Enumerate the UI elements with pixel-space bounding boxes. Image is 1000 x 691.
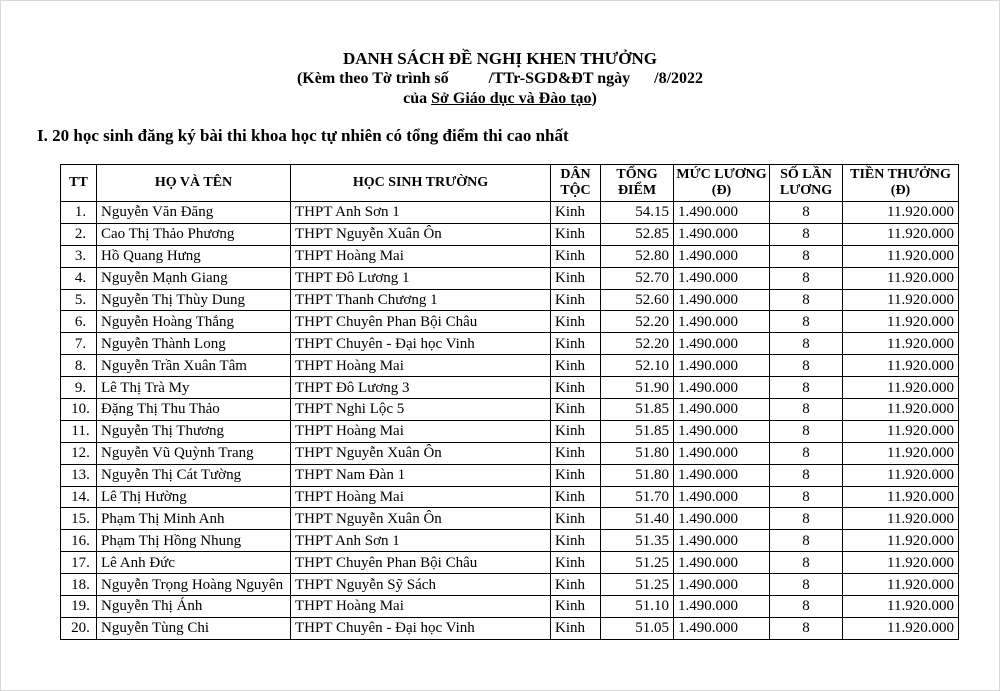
cell-reward: 11.920.000 [843,355,959,377]
cell-reward: 11.920.000 [843,333,959,355]
cell-name: Nguyễn Trọng Hoàng Nguyên [97,574,291,596]
header-salary: MỨC LƯƠNG (Đ) [674,165,770,202]
cell-name: Nguyễn Tùng Chi [97,617,291,639]
cell-times: 8 [770,223,843,245]
cell-score: 54.15 [601,202,674,224]
cell-school: THPT Chuyên - Đại học Vinh [291,333,551,355]
cell-reward: 11.920.000 [843,486,959,508]
subtitle-2-prefix: của [403,90,432,107]
cell-school: THPT Nguyễn Xuân Ôn [291,223,551,245]
cell-times: 8 [770,289,843,311]
section-heading: I. 20 học sinh đăng ký bài thi khoa học tự nhiên có tổng điểm thi cao nhất [37,126,569,145]
table-row [61,377,959,399]
table-row [61,267,959,289]
cell-times: 8 [770,442,843,464]
cell-tt: 18. [61,574,97,596]
cell-school: THPT Chuyên - Đại học Vinh [291,617,551,639]
cell-salary: 1.490.000 [674,267,770,289]
table-header-row [61,165,959,202]
cell-salary: 1.490.000 [674,333,770,355]
table-row [61,223,959,245]
cell-name: Nguyễn Thành Long [97,333,291,355]
cell-salary: 1.490.000 [674,508,770,530]
reward-table [60,164,959,640]
cell-times: 8 [770,311,843,333]
cell-tt: 3. [61,245,97,267]
document-subtitle: (Kèm theo Tờ trình số /TTr-SGD&ĐT ngày /8/2022 [296,70,704,87]
cell-reward: 11.920.000 [843,442,959,464]
table-row [61,399,959,421]
table-row [61,508,959,530]
cell-times: 8 [770,267,843,289]
cell-score: 51.85 [601,399,674,421]
cell-times: 8 [770,399,843,421]
cell-ethnicity: Kinh [551,508,601,530]
cell-score: 51.25 [601,574,674,596]
cell-ethnicity: Kinh [551,530,601,552]
cell-school: THPT Hoàng Mai [291,596,551,618]
cell-tt: 11. [61,420,97,442]
cell-school: THPT Nguyễn Xuân Ôn [291,442,551,464]
cell-school: THPT Anh Sơn 1 [291,202,551,224]
cell-name: Phạm Thị Hồng Nhung [97,530,291,552]
subtitle-2-suffix: ) [591,90,597,107]
cell-salary: 1.490.000 [674,245,770,267]
cell-tt: 19. [61,596,97,618]
cell-reward: 11.920.000 [843,596,959,618]
cell-school: THPT Hoàng Mai [291,420,551,442]
cell-score: 52.80 [601,245,674,267]
cell-salary: 1.490.000 [674,464,770,486]
header-school: HỌC SINH TRƯỜNG [291,165,551,202]
header-score: TỔNG ĐIỂM [601,165,674,202]
cell-tt: 2. [61,223,97,245]
cell-reward: 11.920.000 [843,574,959,596]
cell-score: 52.60 [601,289,674,311]
table-row [61,311,959,333]
cell-reward: 11.920.000 [843,530,959,552]
cell-reward: 11.920.000 [843,399,959,421]
cell-name: Nguyễn Mạnh Giang [97,267,291,289]
table-row [61,574,959,596]
cell-tt: 5. [61,289,97,311]
cell-salary: 1.490.000 [674,377,770,399]
cell-ethnicity: Kinh [551,399,601,421]
cell-school: THPT Chuyên Phan Bội Châu [291,311,551,333]
cell-name: Nguyễn Vũ Quỳnh Trang [97,442,291,464]
cell-ethnicity: Kinh [551,486,601,508]
cell-times: 8 [770,377,843,399]
cell-reward: 11.920.000 [843,420,959,442]
cell-tt: 17. [61,552,97,574]
cell-score: 51.85 [601,420,674,442]
table-row [61,245,959,267]
table-row [61,420,959,442]
cell-reward: 11.920.000 [843,245,959,267]
cell-name: Lê Anh Đức [97,552,291,574]
cell-reward: 11.920.000 [843,267,959,289]
cell-ethnicity: Kinh [551,333,601,355]
cell-ethnicity: Kinh [551,311,601,333]
table-row [61,530,959,552]
table-row [61,289,959,311]
cell-salary: 1.490.000 [674,223,770,245]
cell-tt: 20. [61,617,97,639]
cell-score: 52.20 [601,311,674,333]
cell-tt: 13. [61,464,97,486]
cell-times: 8 [770,530,843,552]
cell-salary: 1.490.000 [674,552,770,574]
cell-school: THPT Hoàng Mai [291,486,551,508]
cell-salary: 1.490.000 [674,420,770,442]
cell-name: Lê Thị Hường [97,486,291,508]
header-ethnicity: DÂN TỘC [551,165,601,202]
cell-salary: 1.490.000 [674,202,770,224]
cell-times: 8 [770,333,843,355]
cell-tt: 1. [61,202,97,224]
cell-tt: 7. [61,333,97,355]
cell-name: Hồ Quang Hưng [97,245,291,267]
cell-reward: 11.920.000 [843,223,959,245]
cell-ethnicity: Kinh [551,267,601,289]
cell-times: 8 [770,574,843,596]
table-row [61,464,959,486]
table-row [61,202,959,224]
cell-ethnicity: Kinh [551,574,601,596]
table-row [61,486,959,508]
cell-score: 51.70 [601,486,674,508]
cell-tt: 12. [61,442,97,464]
cell-score: 51.10 [601,596,674,618]
cell-reward: 11.920.000 [843,311,959,333]
cell-school: THPT Đô Lương 1 [291,267,551,289]
cell-ethnicity: Kinh [551,596,601,618]
subtitle-2-organization: Sở Giáo dục và Đào tạo [431,90,592,107]
cell-ethnicity: Kinh [551,442,601,464]
cell-times: 8 [770,617,843,639]
table-body [61,202,959,640]
cell-reward: 11.920.000 [843,464,959,486]
cell-school: THPT Nghi Lộc 5 [291,399,551,421]
cell-tt: 10. [61,399,97,421]
cell-reward: 11.920.000 [843,552,959,574]
cell-times: 8 [770,420,843,442]
cell-score: 51.35 [601,530,674,552]
cell-score: 51.80 [601,464,674,486]
document-subtitle-2 [0,90,1000,108]
document-title: DANH SÁCH ĐỀ NGHỊ KHEN THƯỞNG [342,49,658,68]
cell-tt: 14. [61,486,97,508]
cell-name: Cao Thị Thảo Phương [97,223,291,245]
cell-salary: 1.490.000 [674,399,770,421]
cell-reward: 11.920.000 [843,508,959,530]
cell-tt: 4. [61,267,97,289]
cell-ethnicity: Kinh [551,617,601,639]
cell-name: Nguyễn Thị Thương [97,420,291,442]
cell-salary: 1.490.000 [674,311,770,333]
cell-times: 8 [770,245,843,267]
cell-ethnicity: Kinh [551,464,601,486]
cell-salary: 1.490.000 [674,617,770,639]
cell-school: THPT Đô Lương 3 [291,377,551,399]
cell-times: 8 [770,596,843,618]
cell-reward: 11.920.000 [843,617,959,639]
cell-ethnicity: Kinh [551,552,601,574]
cell-name: Nguyễn Trần Xuân Tâm [97,355,291,377]
cell-score: 51.25 [601,552,674,574]
cell-school: THPT Nguyễn Sỹ Sách [291,574,551,596]
cell-school: THPT Hoàng Mai [291,355,551,377]
cell-times: 8 [770,464,843,486]
cell-school: THPT Thanh Chương 1 [291,289,551,311]
cell-school: THPT Nam Đàn 1 [291,464,551,486]
cell-reward: 11.920.000 [843,202,959,224]
cell-ethnicity: Kinh [551,223,601,245]
cell-salary: 1.490.000 [674,355,770,377]
cell-ethnicity: Kinh [551,420,601,442]
cell-reward: 11.920.000 [843,377,959,399]
cell-school: THPT Hoàng Mai [291,245,551,267]
cell-salary: 1.490.000 [674,289,770,311]
table-row [61,355,959,377]
cell-tt: 9. [61,377,97,399]
header-reward: TIỀN THƯỞNG (Đ) [843,165,959,202]
cell-tt: 6. [61,311,97,333]
cell-school: THPT Chuyên Phan Bội Châu [291,552,551,574]
header-name: HỌ VÀ TÊN [97,165,291,202]
cell-score: 52.10 [601,355,674,377]
cell-name: Nguyễn Hoàng Thắng [97,311,291,333]
cell-school: THPT Nguyễn Xuân Ôn [291,508,551,530]
cell-times: 8 [770,552,843,574]
cell-salary: 1.490.000 [674,486,770,508]
cell-reward: 11.920.000 [843,289,959,311]
cell-score: 51.90 [601,377,674,399]
cell-score: 52.70 [601,267,674,289]
header-times: SỐ LẦN LƯƠNG [770,165,843,202]
cell-times: 8 [770,202,843,224]
cell-school: THPT Anh Sơn 1 [291,530,551,552]
cell-salary: 1.490.000 [674,574,770,596]
cell-ethnicity: Kinh [551,202,601,224]
cell-name: Đặng Thị Thu Thảo [97,399,291,421]
cell-salary: 1.490.000 [674,530,770,552]
table-row [61,617,959,639]
cell-name: Nguyễn Văn Đăng [97,202,291,224]
cell-times: 8 [770,508,843,530]
cell-score: 51.80 [601,442,674,464]
cell-tt: 15. [61,508,97,530]
cell-tt: 16. [61,530,97,552]
cell-name: Lê Thị Trà My [97,377,291,399]
table-row [61,333,959,355]
table-row [61,442,959,464]
header-tt: TT [61,165,97,202]
table-row [61,552,959,574]
cell-times: 8 [770,486,843,508]
cell-score: 51.05 [601,617,674,639]
cell-name: Phạm Thị Minh Anh [97,508,291,530]
cell-times: 8 [770,355,843,377]
cell-salary: 1.490.000 [674,596,770,618]
cell-ethnicity: Kinh [551,377,601,399]
cell-ethnicity: Kinh [551,245,601,267]
table-row [61,596,959,618]
cell-ethnicity: Kinh [551,289,601,311]
cell-tt: 8. [61,355,97,377]
cell-score: 52.85 [601,223,674,245]
cell-name: Nguyễn Thị Thùy Dung [97,289,291,311]
cell-name: Nguyễn Thị Ánh [97,596,291,618]
cell-score: 51.40 [601,508,674,530]
cell-name: Nguyễn Thị Cát Tường [97,464,291,486]
cell-salary: 1.490.000 [674,442,770,464]
cell-score: 52.20 [601,333,674,355]
cell-ethnicity: Kinh [551,355,601,377]
